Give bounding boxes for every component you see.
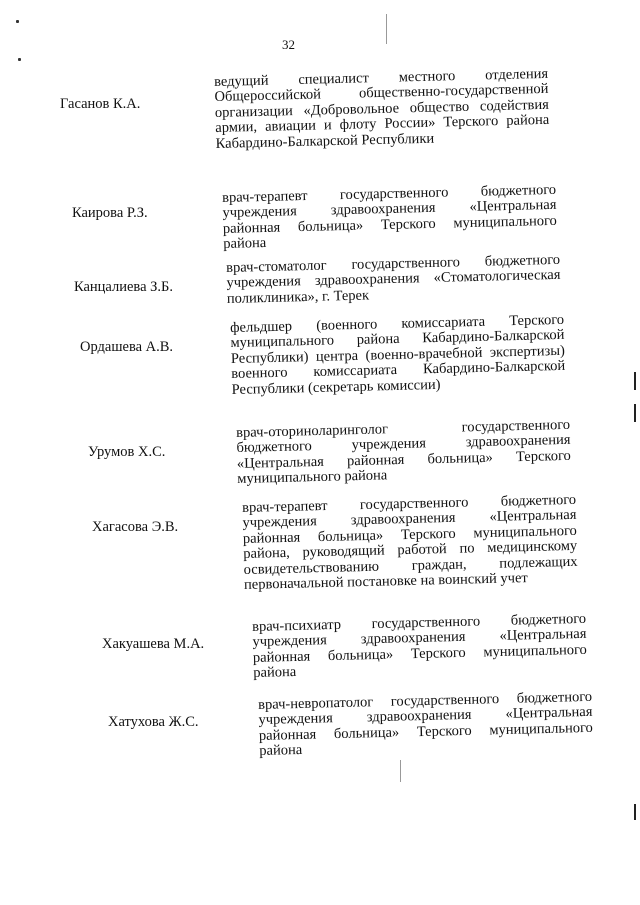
member-role: ведущий специалист местного отделения Общероссийской общественно-государственной организации «Добровольное общество содействия армии, авиации и флоту России» Терского района Кабардино-Балкарской Республики [213,65,550,152]
member-name: Канцалиева З.Б. [74,279,173,295]
member-role: фельдшер (военного комиссариата Терского муниципального района Кабардино-Балкарской Республики) центра (военно-врачебной экспертизы) военного комиссариата Кабардино-Балкарской Республики (секретарь комиссии) [229,311,566,398]
page-number: 32 [282,37,295,52]
member-name: Каирова Р.З. [72,205,148,221]
margin-mark-1 [634,372,636,390]
member-name: Хакуашева М.А. [102,636,205,652]
fold-line-1 [386,14,387,44]
member-role: врач-оториноларинголог государственного бюджетного учреждения здравоохранения «Центральная районная больница» Терского муниципального района [235,416,572,488]
member-role: врач-невропатолог государственного бюджетного учреждения здравоохранения «Центральная районная больница» Терского муниципального района [257,688,594,760]
margin-mark-3 [634,804,636,820]
member-role: врач-терапевт государственного бюджетного учреждения здравоохранения «Центральная районная больница» Терского муниципального района [221,181,558,253]
member-name: Гасанов К.А. [60,96,141,112]
member-name: Хатухова Ж.С. [108,714,199,730]
scan-mark-1 [16,20,19,23]
margin-mark-2 [634,404,636,422]
member-name: Хагасова Э.В. [92,519,179,535]
member-role: врач-терапевт государственного бюджетного учреждения здравоохранения «Центральная районная больница» Терского муниципального района, руководящий работой по медицинскому освидетельствованию граждан, подлежащих первоначальной постановке на воинский учет [241,491,578,594]
member-name: Ордашева А.В. [80,339,174,355]
member-role: врач-стоматолог государственного бюджетного учреждения здравоохранения «Стоматологическая поликлиника», г. Терек [225,251,561,307]
member-name: Урумов Х.С. [88,444,166,460]
scan-mark-2 [18,58,21,61]
fold-line-2 [400,760,401,782]
member-role: врач-психиатр государственного бюджетного учреждения здравоохранения «Центральная районная больница» Терского муниципального района [251,610,588,682]
